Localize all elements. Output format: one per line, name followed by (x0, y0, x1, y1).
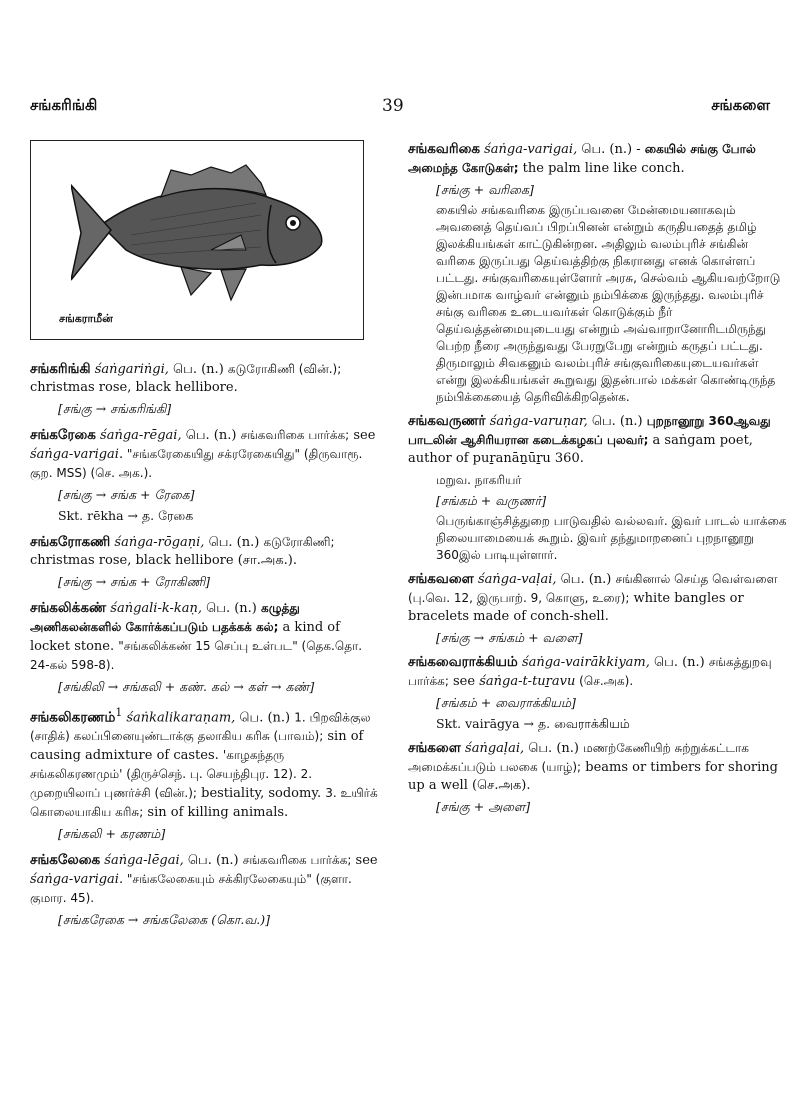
english-meaning: a saṅgam poet, author of puṟanāṉūṟu 360. (408, 433, 753, 466)
etymology: [சங்கு → சங்க + ரோகிணி] (58, 574, 211, 589)
synonym: மறுவ. நாகரியர் (436, 473, 522, 487)
cross-reference: śaṅga-t-tuṟavu (479, 674, 576, 689)
tamil-meaning: சங்கவரிகை பார்க்க; (242, 853, 352, 868)
sense-2: 2. முறையிலாப் புணர்ச்சி (வின்.); (30, 767, 313, 801)
fish-illustration (30, 140, 364, 340)
transliteration: śaṅga-rōgaṇi, (114, 535, 205, 550)
part-of-speech: பெ. (n.) (204, 535, 264, 550)
left-column (30, 140, 380, 937)
transliteration: śaṅga-vaḷai, (477, 572, 557, 587)
tamil-meaning: புறநானூறு 360ஆவது பாடலின் ஆசிரியரான கடைக்கழகப் புலவர்; (408, 414, 771, 447)
entry-sangavalai (408, 570, 788, 647)
part-of-speech: பெ. (n.) (524, 741, 584, 756)
transliteration: śaṅga-lēgai, (104, 853, 184, 869)
english-meaning: see (349, 428, 376, 443)
part-of-speech: பெ. (n.) (587, 414, 647, 429)
tamil-meaning: சங்கத்துறவு பார்க்க; (408, 655, 772, 688)
english-sense-2: bestiality, sodomy. (196, 786, 326, 802)
english-sense-3: sin of killing animals. (143, 805, 289, 821)
etymology: [சங்கு → சங்கரிங்கி] (58, 401, 172, 416)
transliteration: śaṅgariṅgi, (94, 362, 169, 377)
part-of-speech: பெ. (n.) (181, 428, 241, 443)
entry-sangalai (408, 739, 788, 816)
english-meaning: christmas rose, black hellibore (சா.அக.). (30, 553, 298, 568)
page-header (30, 96, 770, 120)
entry-sangavairakkiyam (408, 653, 788, 733)
headword: சங்கவரிகை (408, 141, 480, 157)
citation: "சங்கலேகையும் சக்கிரலேகையும்" (குளா. குமார. 45). (30, 872, 352, 906)
citation: 'காழகந்தரு சங்கலிகரணமும்' (திருச்செந். பு. செயந்திபுர. 12). (30, 748, 297, 782)
tamil-meaning: மணற்கேணியிற் சுற்றுக்கட்டாக அமைக்கப்படும் பலகை (யாழ்); (408, 741, 749, 774)
headword: சங்கலிகரணம் (30, 709, 116, 726)
tamil-meaning: சங்கவரிகை பார்க்க; (240, 428, 350, 442)
transliteration: śaṅgaḷai, (465, 741, 525, 756)
etymology: [சங்கம் + வைராக்கியம்] (436, 695, 576, 710)
headword: சங்கலேகை (30, 852, 101, 869)
page-number: 39 (382, 96, 404, 116)
homonym-number: 1 (115, 706, 123, 719)
part-of-speech: பெ. (n.) - (577, 142, 645, 157)
tamil-meaning: கழுத்து அணிகலன்களில் கோர்க்கப்படும் பதக்கக் கல்; (30, 601, 300, 634)
figure-caption: சங்கராமீன் (59, 312, 113, 325)
part-of-speech: பெ. (n.) (202, 601, 262, 616)
english-meaning: see (448, 674, 480, 689)
sanskrit-origin: Skt. rēkha → த. ரேகை (58, 508, 194, 523)
tamil-meaning: கடுரோகிணி (வின்.); (227, 362, 342, 376)
right-column (408, 140, 788, 822)
english-meaning: beams or timbers for shoring up a well (செ.அக). (408, 760, 778, 793)
transliteration: śaṅgali-k-kaṇ, (110, 601, 203, 616)
english-meaning: christmas rose, black hellibore. (30, 380, 238, 395)
english-meaning: white bangles or bracelets made of conch-shell. (408, 591, 744, 624)
part-of-speech: பெ. (n.) (183, 853, 243, 869)
tamil-meaning: சங்கினால் செய்த வெள்வளை (பு.வெ. 12, இருபாற். 9, கொளு, உரை); (408, 572, 778, 605)
english-meaning: the palm line like conch. (518, 161, 685, 176)
headword: சங்கலிக்கண் (30, 600, 107, 616)
cross-reference: śaṅga-varigai. (30, 872, 124, 888)
etymology: [சங்கு + அளை] (436, 799, 531, 814)
entry-sangalegai (30, 851, 380, 929)
source-abbrev: (செ.அக). (575, 674, 634, 688)
etymology: [சங்கலி + கரணம்] (58, 826, 166, 842)
headword: சங்கரோகணி (30, 534, 111, 550)
english-meaning: a kind of locket stone. (30, 620, 340, 654)
entry-sangaregai (30, 426, 380, 525)
sanskrit-origin: Skt. vairāgya → த. வைராக்கியம் (436, 716, 630, 731)
etymology: [சங்கு + வரிகை] (436, 182, 534, 197)
citation: "சங்கரேகையிது சக்ரரேகையிது" (திருவாரூ. குற. MSS) (செ. அக.). (30, 447, 363, 480)
tamil-meaning: கையில் சங்கு போல் அமைந்த கோடுகள்; (408, 142, 756, 175)
tamil-meaning: கடுரோகிணி; (263, 535, 335, 549)
header-right-guideword: சங்களை (711, 96, 770, 114)
entry-sangaroganai (30, 533, 380, 591)
sense-3: 3. உயிர்க் கொலையாகிய கரிசு; (30, 786, 378, 820)
explanatory-note: கையில் சங்கவரிகை இருப்பவனை மேன்மையனாகவும் அவனைத் தெய்வப் பிறப்பினன் என்றும் கருதியதைத் தமிழ் இலக்கியங்கள் காட்டுகின்றன. அதிலும் வலம்புரிச் சங்கின் வரிகை இருப்பது தெய்வத்திற்கு நிகரானது எனக் கொள்ளப் பட்டது. சங்குவரிகையுள்ளோர் அரசு, செல்வம் ஆகியவற்றோடு இன்பமாக வாழ்வர் என்னும் நம்பிக்கை இருந்தது. வலம்புரிச் சங்கு வரிகை உடையவர்கள் கொடுக்கும் நீர் தெய்வத்தன்மையுடையது என்றும் அவ்வாறானோரிடமிருந்து பெற்ற நீரை அருந்துவது பேரறுபேறு என்றும் கருதப் பட்டது. திருமாலும் சிவகனும் வலம்புரிச் சங்குவரிகையுடையவர்கள் என்று இலக்கியங்கள் கூறுவது இதன்பால் மக்கள் கொண்டிருந்த நம்பிக்கையைத் தெரிவிக்கிறதென்க. (436, 203, 781, 404)
etymology: [சங்கம் + வருணர்] (436, 493, 547, 508)
part-of-speech: பெ. (n.) (235, 710, 295, 726)
explanatory-note: பெருங்காஞ்சித்துறை பாடுவதில் வல்லவர். இவர் பாடல் யாக்கை நிலையாமையைக் கூறும். இவர் தந்துமாறனைப் புறநானூறு 360இல் பாடியுள்ளார். (436, 514, 787, 562)
english-sense-1: sin of causing admixture of castes. (30, 729, 364, 764)
headword: சங்கவருணர் (408, 413, 486, 429)
entry-sangalikkan (30, 599, 380, 696)
headword: சங்கரேகை (30, 427, 96, 443)
etymology: [சங்கு → சங்க + ரேகை] (58, 487, 195, 502)
fish-image (71, 155, 331, 305)
entry-sangavarigai (408, 140, 788, 406)
headword: சங்கவைராக்கியம் (408, 654, 518, 670)
headword: சங்கரிங்கி (30, 361, 91, 377)
entry-sangavarunar (408, 412, 788, 564)
cross-reference: śaṅga-varigai. (30, 447, 124, 462)
headword: சங்கவளை (408, 571, 474, 587)
citation: "சங்கலிக்கண் 15 செப்பு உள்பட" (தெக.தொ. 24-கல் 598-8). (30, 639, 363, 672)
etymology: [சங்கு → சங்கம் + வளை] (436, 630, 583, 645)
sense-1: 1. பிறவிக்குல (சாதிக்) கலப்பினையுண்டாக்கு தலாகிய கரிசு (பாவம்); (30, 710, 371, 744)
english-meaning: see (351, 853, 378, 869)
header-left-guideword: சங்கரிங்கி (30, 96, 98, 114)
entry-sangalikaranam (30, 704, 380, 843)
transliteration: śaṅga-rēgai, (100, 428, 182, 443)
etymology: [சங்கிலி → சங்கலி + கண். கல் → கள் → கண்] (58, 679, 315, 694)
etymology: [சங்கரேகை → சங்கலேகை (கொ.வ.)] (58, 912, 271, 928)
transliteration: śaṅga-varuṇar, (489, 414, 588, 429)
transliteration: śaṅga-vairākkiyam, (521, 655, 650, 670)
transliteration: śaṅkalikaraṇam, (122, 710, 236, 726)
part-of-speech: பெ. (n.) (556, 572, 616, 587)
part-of-speech: பெ. (n.) (168, 362, 228, 377)
transliteration: śaṅga-varigai, (484, 142, 578, 157)
entry-sangaringi (30, 360, 380, 418)
headword: சங்களை (408, 740, 461, 756)
part-of-speech: பெ. (n.) (649, 655, 709, 670)
